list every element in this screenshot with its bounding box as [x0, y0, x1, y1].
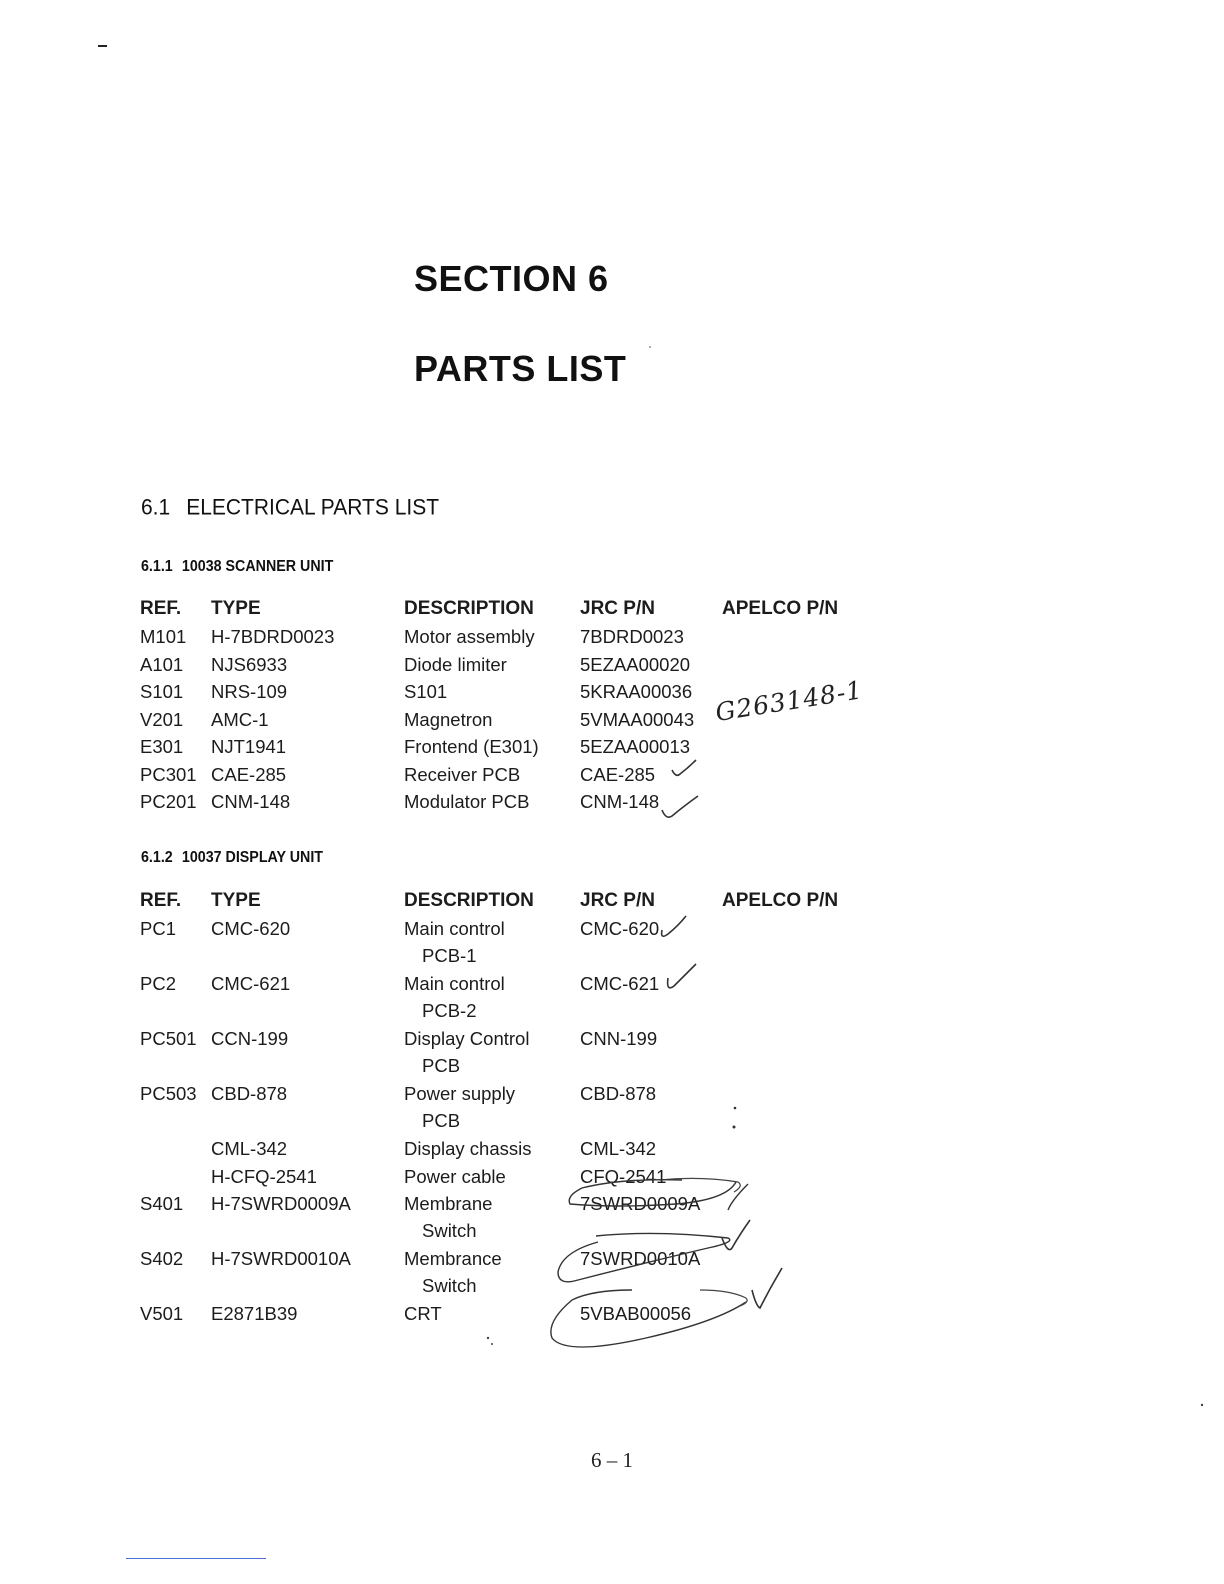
column-header-jrc-pn: JRC P/N: [580, 598, 655, 619]
cell-description: Frontend (E301): [404, 736, 539, 757]
cell-description-continued: Switch: [422, 1220, 477, 1241]
cell-description-continued: PCB: [422, 1110, 461, 1131]
handwritten-note: G263148-1: [713, 675, 865, 727]
cell-type: H-7SWRD0010A: [211, 1248, 351, 1269]
cell-jrc-pn: 7BDRD0023: [580, 626, 684, 647]
scanner-section-title: 10038 SCANNER UNIT: [181, 558, 334, 575]
electrical-section-title: ELECTRICAL PARTS LIST: [186, 495, 440, 520]
cell-ref: PC201: [140, 791, 197, 812]
cell-jrc-pn: CNN-199: [580, 1028, 658, 1049]
cell-jrc-pn: 7SWRD0009A: [580, 1193, 701, 1214]
column-header-ref: REF.: [140, 890, 182, 911]
cell-type: NRS-109: [211, 681, 288, 702]
column-header-jrc-pn: JRC P/N: [580, 890, 655, 911]
cell-ref: PC503: [140, 1083, 197, 1104]
cell-type: CAE-285: [211, 763, 287, 785]
cell-description: Magnetron: [404, 708, 493, 730]
table-row: [0, 1083, 1224, 1131]
cell-description: Membrance: [404, 1248, 502, 1269]
cell-ref: E301: [140, 736, 184, 757]
cell-jrc-pn: CFQ-2541: [580, 1165, 667, 1187]
cell-ref: PC301: [140, 763, 197, 785]
column-header-ref: REF.: [140, 598, 182, 619]
table-row: [0, 764, 1224, 791]
cell-jrc-pn: CAE-285: [580, 763, 656, 785]
table-row: [0, 709, 1224, 736]
cell-description: Motor assembly: [404, 626, 535, 647]
table-row: [0, 681, 1224, 708]
cell-description-continued: PCB-2: [422, 1000, 477, 1021]
cell-jrc-pn: 5VBAB00056: [580, 1303, 692, 1324]
bottom-rule: [126, 1558, 266, 1559]
cell-type: NJS6933: [211, 653, 288, 675]
cell-jrc-pn: 5EZAA00013: [580, 736, 691, 757]
table-row: [0, 736, 1224, 763]
table-row: [0, 1193, 1224, 1241]
cell-description: Display Control: [404, 1028, 530, 1049]
cell-description: CRT: [404, 1303, 442, 1324]
cell-ref: S402: [140, 1248, 184, 1269]
cell-type: CCN-199: [211, 1028, 289, 1049]
cell-ref: PC501: [140, 1028, 197, 1049]
cell-ref: A101: [140, 653, 184, 675]
cell-description: Modulator PCB: [404, 791, 530, 812]
column-header-type: TYPE: [211, 598, 261, 619]
cell-type: CMC-620: [211, 918, 291, 939]
cell-jrc-pn: 5KRAA00036: [580, 681, 693, 702]
cell-jrc-pn: CBD-878: [580, 1083, 657, 1104]
column-header-apelco-pn: APELCO P/N: [722, 598, 839, 619]
table-row: [0, 1166, 1224, 1193]
cell-ref: S401: [140, 1193, 184, 1214]
column-header-description: DESCRIPTION: [404, 598, 534, 619]
cell-description: Power cable: [404, 1165, 506, 1187]
display-section-number: 6.1.2: [141, 849, 173, 866]
cell-type: CNM-148: [211, 791, 291, 812]
parts-list-heading: PARTS LIST: [414, 348, 627, 389]
cell-type: H-CFQ-2541: [211, 1165, 317, 1187]
cell-ref: V201: [140, 708, 184, 730]
table-header-row: [0, 890, 1224, 917]
table-row: [0, 1303, 1224, 1330]
cell-description: Diode limiter: [404, 653, 507, 675]
section-heading: SECTION 6: [414, 258, 609, 299]
table-row: [0, 1028, 1224, 1076]
cell-jrc-pn: CNM-148: [580, 791, 660, 812]
cell-type: E2871B39: [211, 1303, 298, 1324]
electrical-parts-heading: [141, 495, 439, 520]
cell-description: S101: [404, 681, 448, 702]
table-row: [0, 1138, 1224, 1165]
cell-ref: PC1: [140, 918, 176, 939]
cell-description: Membrane: [404, 1193, 493, 1214]
display-section-title: 10037 DISPLAY UNIT: [181, 849, 324, 866]
table-row: [0, 626, 1224, 653]
cell-type: H-7SWRD0009A: [211, 1193, 351, 1214]
cell-description-continued: PCB-1: [422, 945, 477, 966]
cell-description: Display chassis: [404, 1138, 532, 1159]
cell-ref: V501: [140, 1303, 184, 1324]
table-row: [0, 918, 1224, 966]
cell-ref: S101: [140, 681, 184, 702]
cell-type: CML-342: [211, 1138, 288, 1159]
scanner-section-number: 6.1.1: [141, 558, 173, 575]
column-header-type: TYPE: [211, 890, 261, 911]
table-row: [0, 654, 1224, 681]
scan-speck: [98, 45, 107, 47]
cell-description-continued: Switch: [422, 1275, 477, 1296]
electrical-section-number: 6.1: [141, 495, 171, 520]
cell-type: AMC-1: [211, 708, 269, 730]
cell-jrc-pn: CML-342: [580, 1138, 657, 1159]
table-row: [0, 791, 1224, 818]
cell-type: NJT1941: [211, 736, 287, 757]
cell-jrc-pn: CMC-620: [580, 918, 660, 939]
scanner-unit-heading: [141, 558, 333, 576]
cell-type: CMC-621: [211, 973, 291, 994]
column-header-apelco-pn: APELCO P/N: [722, 890, 839, 911]
checkmark-icon: [722, 1220, 750, 1250]
cell-description: Main control: [404, 973, 505, 994]
display-unit-heading: [141, 849, 323, 867]
table-header-row: [0, 598, 1224, 625]
cell-description: Main control: [404, 918, 505, 939]
cell-jrc-pn: 7SWRD0010A: [580, 1248, 701, 1269]
cell-description-continued: PCB: [422, 1055, 461, 1076]
cell-type: H-7BDRD0023: [211, 626, 335, 647]
cell-ref: PC2: [140, 973, 176, 994]
page-number: 6 – 1: [591, 1448, 633, 1472]
cell-type: CBD-878: [211, 1083, 288, 1104]
table-row: [0, 1248, 1224, 1296]
table-row: [0, 973, 1224, 1021]
column-header-description: DESCRIPTION: [404, 890, 534, 911]
cell-description: Power supply: [404, 1083, 516, 1104]
cell-description: Receiver PCB: [404, 763, 521, 785]
cell-ref: M101: [140, 626, 187, 647]
cell-jrc-pn: CMC-621: [580, 973, 660, 994]
cell-jrc-pn: 5EZAA00020: [580, 653, 691, 675]
cell-jrc-pn: 5VMAA00043: [580, 708, 695, 730]
